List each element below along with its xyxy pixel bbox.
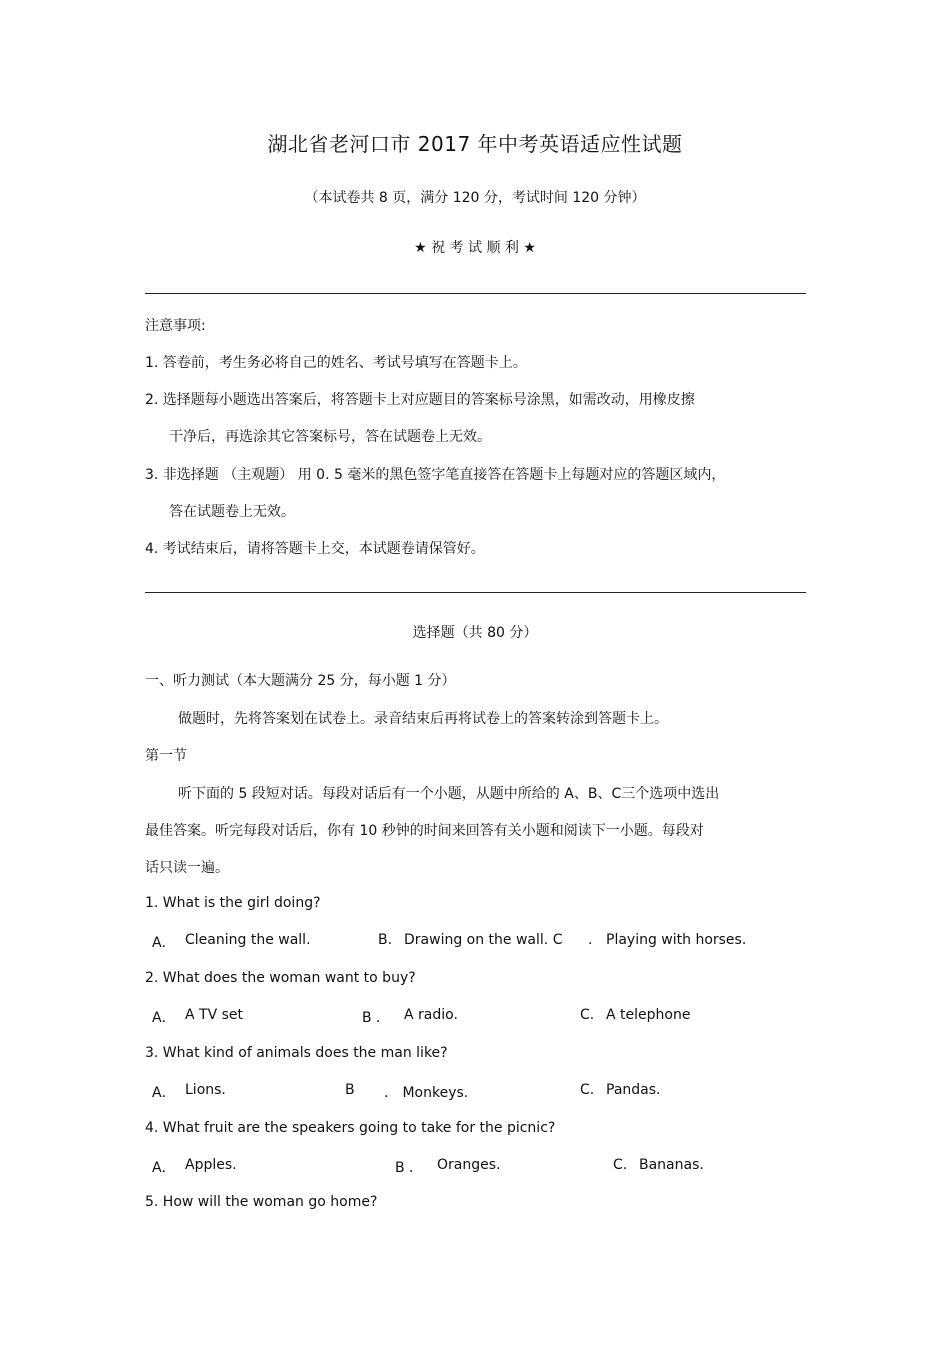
part1-heading: 一、听力测试（本大题满分 25 分，每小题 1 分） [145, 673, 456, 689]
part1-instruction: 做题时，先将答案划在试卷上。录音结束后再将试卷上的答案转涂到答题卡上。 [178, 711, 668, 727]
note-item-2: 2. 选择题每小题选出答案后，将答题卡上对应题目的答案标号涂黑，如需改动，用橡皮擦 [145, 392, 695, 408]
subsection-heading: 第一节 [145, 748, 187, 764]
option-text: Drawing on the wall. C [404, 932, 563, 948]
question-stem: 3. What kind of animals does the man like? [145, 1045, 448, 1061]
option-letter: A． [152, 935, 176, 951]
question-stem: 4. What fruit are the speakers going to take for the picnic? [145, 1120, 556, 1136]
note-item-3: 3. 非选择题 （主观题） 用 0. 5 毫米的黑色签字笔直接答在答题卡上每题对应的答题区域内， [145, 467, 726, 483]
option-text: Pandas. [606, 1082, 661, 1098]
exam-info: （本试卷共 8 页，满分 120 分，考试时间 120 分钟） [304, 190, 646, 206]
option-letter: A． [152, 1160, 176, 1176]
question-stem: 2. What does the woman want to buy? [145, 970, 416, 986]
page-title: 湖北省老河口市 2017 年中考英语适应性试题 [267, 132, 683, 156]
option-text: A telephone [606, 1007, 691, 1023]
option-letter: A． [152, 1085, 176, 1101]
option-text: Oranges. [437, 1157, 501, 1173]
option-letter: C. [580, 1007, 595, 1023]
option-text: A radio. [404, 1007, 458, 1023]
bottom-divider [145, 592, 806, 593]
option-text: Lions. [185, 1082, 226, 1098]
top-divider [145, 293, 806, 294]
question-stem: 1. What is the girl doing? [145, 895, 321, 911]
option-text: ． Monkeys. [384, 1085, 469, 1101]
option-text: Apples. [185, 1157, 237, 1173]
subsection-instruction-line-1: 听下面的 5 段短对话。每段对话后有一个小题，从题中所给的 A、B、C三个选项中选出 [178, 786, 720, 802]
notes-heading: 注意事项: [145, 318, 206, 334]
note-item-1: 1. 答卷前，考生务必将自己的姓名、考试号填写在答题卡上。 [145, 355, 527, 371]
option-text: Bananas. [639, 1157, 704, 1173]
option-letter: C. [613, 1157, 628, 1173]
option-letter: B. [378, 932, 393, 948]
note-item-4: 4. 考试结束后，请将答题卡上交，本试题卷请保管好。 [145, 541, 485, 557]
option-text: Cleaning the wall. [185, 932, 311, 948]
question-stem: 5. How will the woman go home? [145, 1194, 378, 1210]
section-title: 选择题（共 80 分） [412, 625, 538, 641]
option-letter: B [345, 1082, 355, 1098]
option-letter: . [588, 932, 593, 948]
option-letter: A． [152, 1010, 176, 1026]
option-letter: B ． [362, 1010, 391, 1026]
option-text: A TV set [185, 1007, 244, 1023]
good-luck-banner: ★ 祝 考 试 顺 利 ★ [414, 240, 536, 256]
subsection-instruction-line-2: 最佳答案。听完每段对话后，你有 10 秒钟的时间来回答有关小题和阅读下一小题。每段对 [145, 823, 704, 839]
note-item-2-cont: 干净后，再选涂其它答案标号，答在试题卷上无效。 [169, 429, 491, 445]
subsection-instruction-line-3: 话只读一遍。 [145, 860, 229, 876]
option-text: Playing with horses. [606, 932, 747, 948]
option-letter: C. [580, 1082, 595, 1098]
option-letter: B ． [395, 1160, 424, 1176]
note-item-3-cont: 答在试题卷上无效。 [169, 504, 295, 520]
